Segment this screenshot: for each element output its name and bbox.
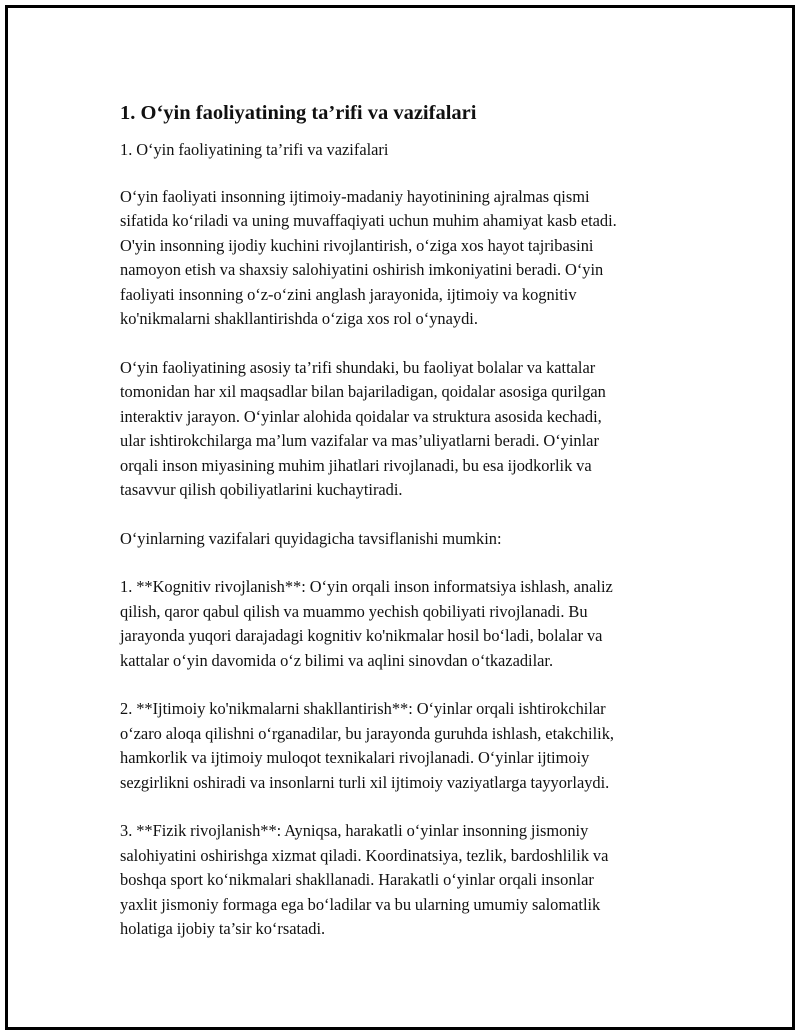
paragraph — [120, 819, 700, 942]
paragraph — [120, 185, 700, 332]
text-line: hamkorlik va ijtimoiy muloqot texnikalari rivojlanadi. O‘yinlar ijtimoiy — [120, 748, 590, 767]
text-line: yaxlit jismoniy formaga ega bo‘ladilar va bu ularning umumiy salomatlik — [120, 894, 601, 914]
paragraph-list — [120, 138, 700, 942]
text-line: faoliyati insonning o‘z-o‘zini anglash jarayonida, ijtimoiy va kognitiv — [120, 284, 577, 304]
text-line: 1. O‘yin faoliyatining ta’rifi va vazifalari — [120, 140, 389, 159]
page-frame — [5, 5, 795, 1030]
text-line: ular ishtirokchilarga ma’lum vazifalar va mas’uliyatlarni beradi. O‘yinlar — [120, 431, 599, 450]
text-line: holatiga ijobiy ta’sir ko‘rsatadi. — [120, 919, 326, 938]
paragraph — [120, 527, 700, 552]
text-line: 3. **Fizik rivojlanish**: Ayniqsa, harakatli o‘yinlar insonning jismoniy — [120, 821, 589, 840]
text-line: O‘yin faoliyatining asosiy ta’rifi shundaki, bu faoliyat bolalar va kattalar — [120, 357, 596, 377]
text-line: 1. **Kognitiv rivojlanish**: O‘yin orqali inson informatsiya ishlash, analiz — [120, 577, 613, 596]
text-line: interaktiv jarayon. O‘yinlar alohida qoidalar va struktura asosida kechadi, — [120, 406, 602, 426]
text-line: kattalar o‘yin davomida o‘z bilimi va aqlini sinovdan o‘tkazadilar. — [120, 650, 554, 670]
text-line: ko'nikmalarni shakllantirishda o‘ziga xos rol o‘ynaydi. — [120, 309, 478, 328]
text-line: boshqa sport ko‘nikmalari shakllanadi. Harakatli o‘yinlar orqali insonlar — [120, 870, 594, 889]
paragraph — [120, 356, 700, 503]
document-title: 1. O‘yin faoliyatining ta’rifi va vazifalari — [120, 102, 477, 124]
text-line: sezgirlikni oshiradi va insonlarni turli xil ijtimoiy vaziyatlarga tayyorlaydi. — [120, 772, 610, 792]
text-line: salohiyatini oshirishga xizmat qiladi. Koordinatsiya, tezlik, bardoshlilik va — [120, 845, 609, 865]
text-line: tasavvur qilish qobiliyatlarini kuchaytiradi. — [120, 480, 403, 499]
text-line: orqali inson miyasining muhim jihatlari rivojlanadi, bu esa ijodkorlik va — [120, 455, 592, 475]
text-line: o‘zaro aloqa qilishni o‘rganadilar, bu jarayonda guruhda ishlash, etakchilik, — [120, 723, 615, 743]
paragraph — [120, 697, 700, 795]
text-line: O‘yinlarning vazifalari quyidagicha tavsiflanishi mumkin: — [120, 528, 502, 548]
document-subtitle — [120, 138, 700, 163]
text-line: qilish, qaror qabul qilish va muammo yechish qobiliyati rivojlanadi. Bu — [120, 601, 588, 621]
paragraph — [120, 575, 700, 673]
text-line: O‘yin faoliyati insonning ijtimoiy-madaniy hayotinining ajralmas qismi — [120, 186, 590, 206]
text-line: tomonidan har xil maqsadlar bilan bajariladigan, qoidalar asosiga qurilgan — [120, 382, 606, 401]
text-line: jarayonda yuqori darajadagi kognitiv ko'nikmalar hosil bo‘ladi, bolalar va — [120, 626, 603, 645]
text-line: sifatida ko‘riladi va uning muvaffaqiyati uchun muhim ahamiyat kasb etadi. — [120, 211, 617, 230]
text-line: namoyon etish va shaxsiy salohiyatini oshirish imkoniyatini beradi. O‘yin — [120, 260, 604, 279]
text-line: 2. **Ijtimoiy ko'nikmalarni shakllantirish**: O‘yinlar orqali ishtirokchilar — [120, 699, 606, 718]
text-line: O'yin insonning ijodiy kuchini rivojlantirish, o‘ziga xos hayot tajribasini — [120, 235, 594, 255]
document-body — [120, 98, 700, 966]
